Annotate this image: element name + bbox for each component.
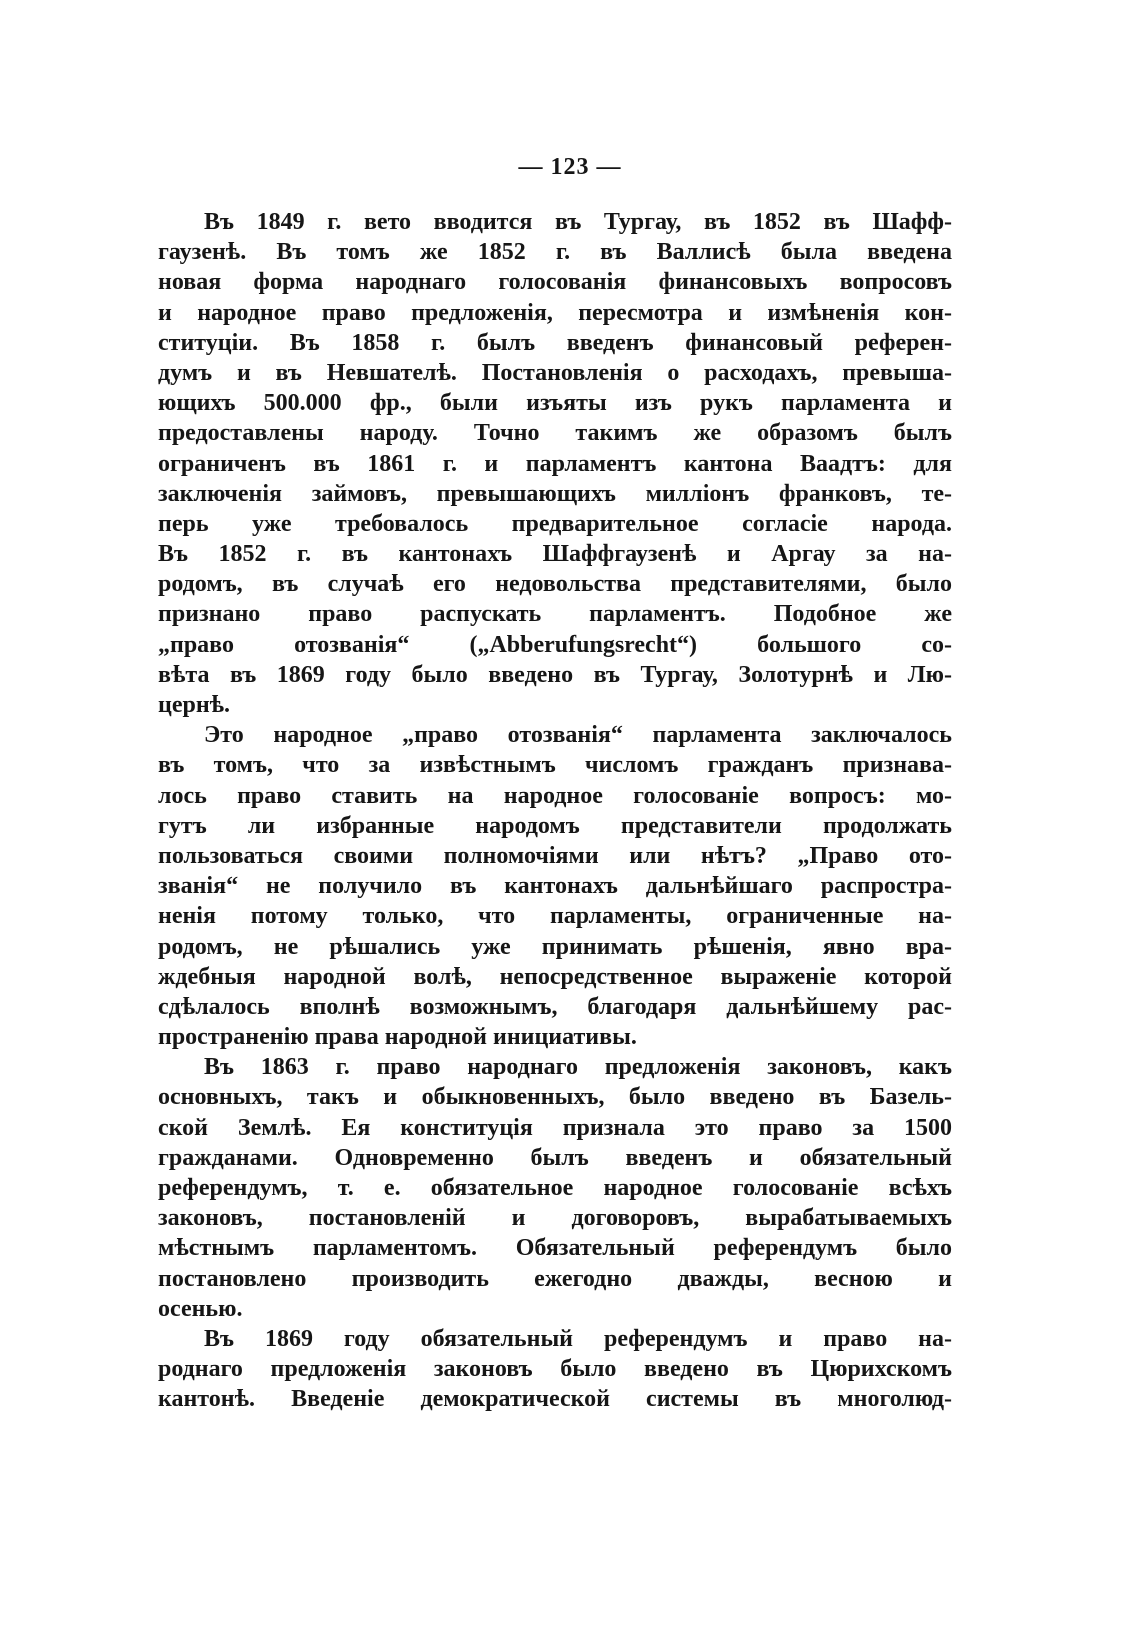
text-line: гаузенѣ. Въ томъ же 1852 г. въ Валлисѣ была введена	[158, 239, 952, 266]
text-line: гутъ ли избранные народомъ представители продолжать	[158, 812, 952, 839]
text-line: лось право ставить на народное голосованіе вопросъ: мо-	[158, 782, 952, 809]
text-line: званія“ не получило въ кантонахъ дальнѣйшаго распростра-	[158, 873, 952, 900]
text-line: ской Землѣ. Ея конституція признала это право за 1500	[158, 1114, 952, 1141]
text-line: вѣта въ 1869 году было введено въ Тургау, Золотурнѣ и Лю-	[158, 661, 952, 688]
paragraph	[158, 1324, 952, 1415]
text-line: въ томъ, что за извѣстнымъ числомъ гражданъ признава-	[158, 752, 952, 779]
page-number: — 123 —	[518, 154, 622, 180]
text-line: новая форма народнаго голосованія финансовыхъ вопросовъ	[158, 269, 952, 296]
text-line: основныхъ, такъ и обыкновенныхъ, было введено въ Базель-	[158, 1084, 952, 1111]
text-line: постановлено производить ежегодно дважды, весною и	[158, 1265, 952, 1292]
text-line: пространенію права народной инициативы.	[158, 1024, 637, 1051]
text-line: заключенія займовъ, превышающихъ милліонъ франковъ, те-	[158, 480, 952, 507]
paragraph	[158, 720, 952, 1052]
text-line: и народное право предложенія, пересмотра и измѣненія кон-	[158, 299, 952, 326]
text-line: гражданами. Одновременно былъ введенъ и обязательный	[158, 1144, 952, 1171]
text-line: Въ 1869 году обязательный референдумъ и право на-	[204, 1325, 952, 1352]
paragraph	[158, 1052, 952, 1324]
text-line: перь уже требовалось предварительное согласіе народа.	[158, 510, 952, 537]
text-line: думъ и въ Невшателѣ. Постановленія о расходахъ, превыша-	[158, 359, 952, 386]
text-line: ждебныя народной волѣ, непосредственное выраженіе которой	[158, 963, 952, 990]
text-line: Въ 1849 г. вето вводится въ Тургау, въ 1852 въ Шафф-	[204, 209, 952, 235]
text-line: мѣстнымъ парламентомъ. Обязательный референдумъ было	[158, 1235, 952, 1262]
text-line: ющихъ 500.000 фр., были изъяты изъ рукъ парламента и	[158, 390, 952, 417]
paragraph	[158, 207, 952, 720]
text-line: референдумъ, т. е. обязательное народное голосованіе всѣхъ	[158, 1175, 952, 1201]
text-line: родомъ, не рѣшались уже принимать рѣшенія, явно вра-	[158, 933, 952, 960]
text-line: сдѣлалось вполнѣ возможнымъ, благодаря дальнѣйшему рас-	[158, 993, 952, 1020]
text-line: осенью.	[158, 1295, 243, 1322]
text-line: Это народное „право отозванія“ парламента заключалось	[204, 722, 952, 749]
text-line: законовъ, постановленій и договоровъ, вырабатываемыхъ	[158, 1205, 952, 1232]
text-line: Въ 1852 г. въ кантонахъ Шаффгаузенѣ и Аргау за на-	[158, 541, 952, 568]
text-line: кантонѣ. Введеніе демократической системы въ многолюд-	[158, 1386, 952, 1413]
text-line: роднаго предложенія законовъ было введено въ Цюрихскомъ	[158, 1356, 952, 1383]
text-line: ституціи. Въ 1858 г. былъ введенъ финансовый референ-	[158, 329, 952, 356]
text-line: ограниченъ въ 1861 г. и парламентъ кантона Ваадтъ: для	[158, 450, 952, 477]
text-line: родомъ, въ случаѣ его недовольства представителями, было	[158, 571, 952, 598]
body-text	[158, 207, 952, 1415]
text-line: „право отозванія“ („Abberufungsrecht“) большого со-	[158, 631, 952, 658]
text-line: Въ 1863 г. право народнаго предложенія законовъ, какъ	[204, 1054, 952, 1081]
text-line: предоставлены народу. Точно такимъ же образомъ былъ	[158, 420, 952, 447]
text-line: пользоваться своими полномочіями или нѣтъ? „Право ото-	[158, 842, 952, 869]
text-line: ненія потому только, что парламенты, ограниченные на-	[158, 903, 952, 930]
text-line: цернѣ.	[158, 692, 231, 718]
text-line: признано право распускать парламентъ. Подобное же	[158, 601, 952, 628]
